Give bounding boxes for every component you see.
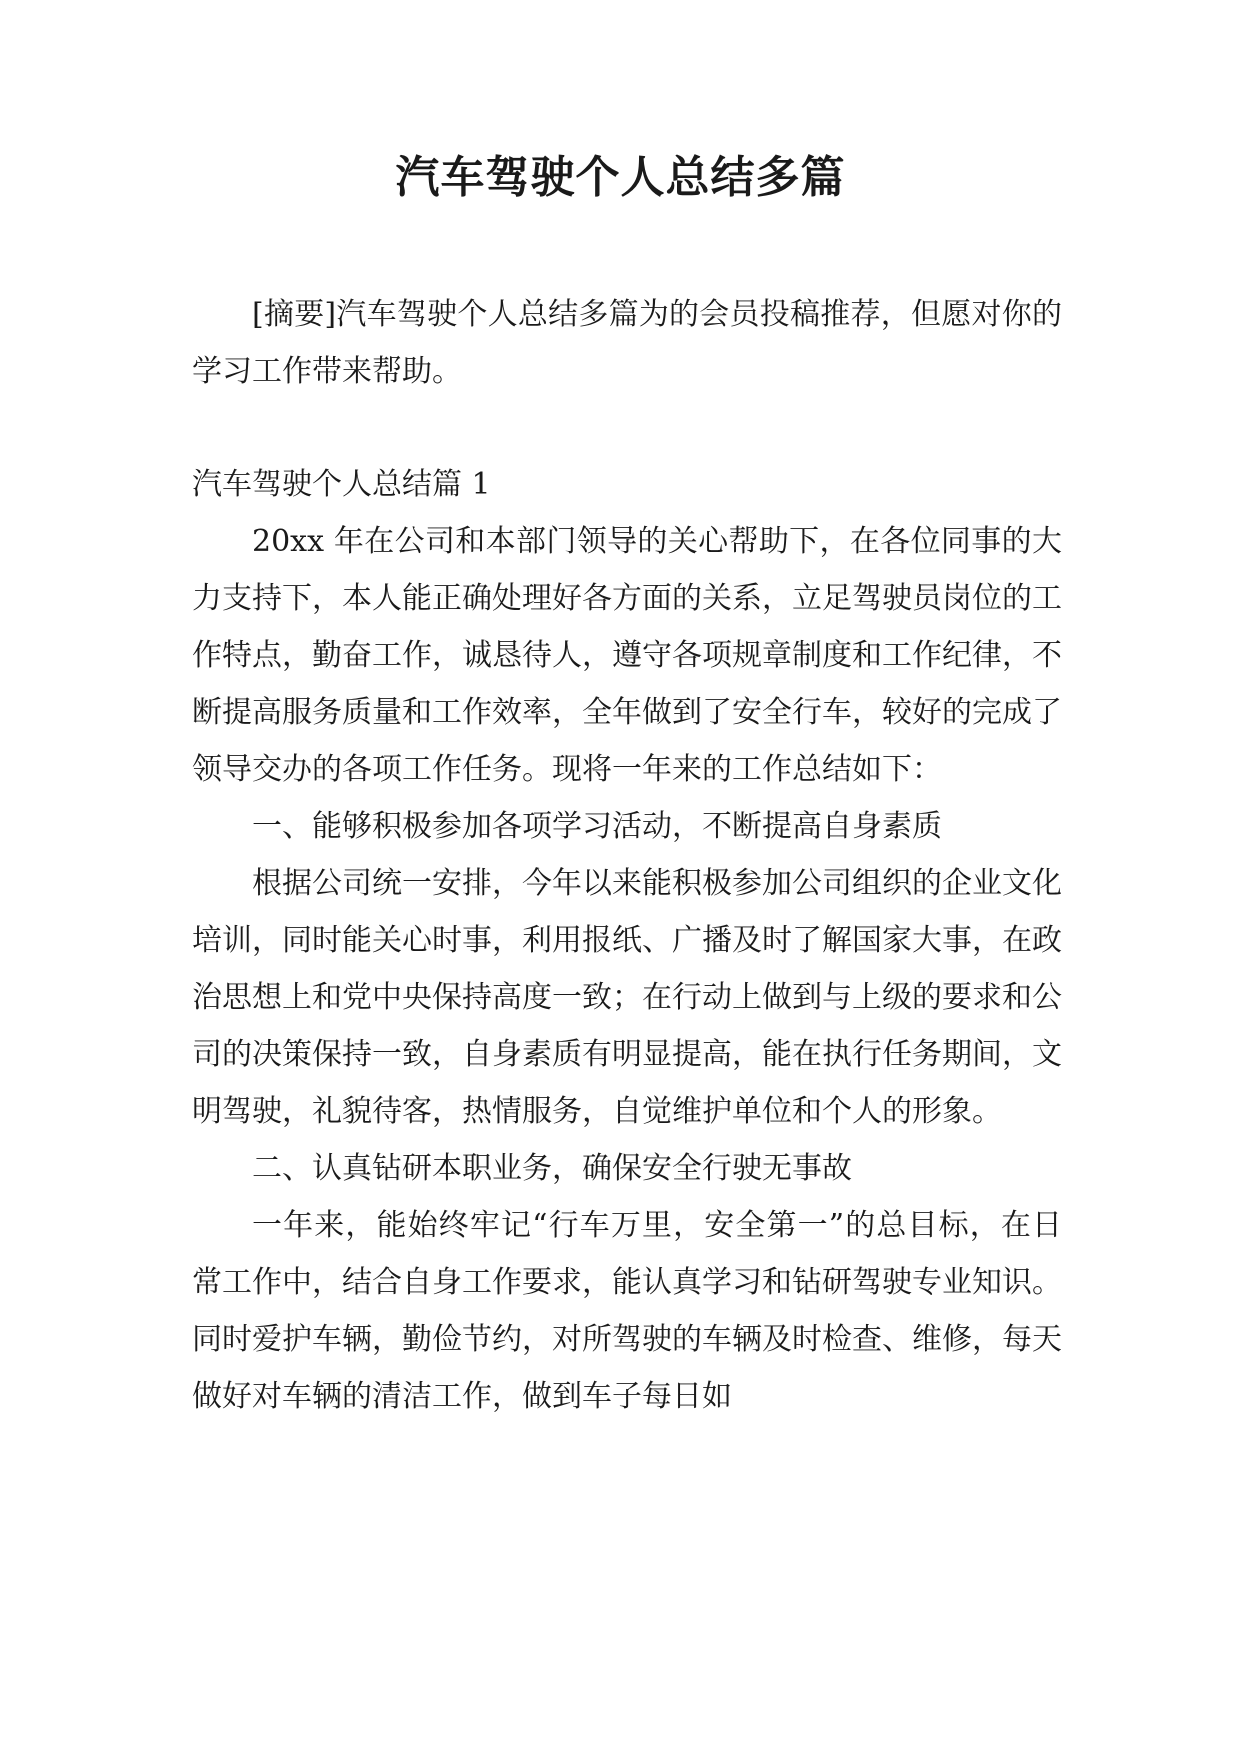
subheading-learning: 一、能够积极参加各项学习活动，不断提高自身素质	[252, 809, 942, 844]
body-paragraph-safety: 一年来，能始终牢记“行车万里，安全第一”的总目标，在日常工作中，结合自身工作要求，能认真学习和钻研驾驶专业知识。同时爱护车辆，勤俭节约，对所驾驶的车辆及时检查、维修，每天做好对车辆的清洁工作，做到车子每日如	[192, 1208, 1062, 1414]
body-paragraph-learning: 根据公司统一安排，今年以来能积极参加公司组织的企业文化培训，同时能关心时事，利用报纸、广播及时了解国家大事，在政治思想上和党中央保持高度一致；在行动上做到与上级的要求和公司的决策保持一致，自身素质有明显提高，能在执行任务期间，文明驾驶，礼貌待客，热情服务，自觉维护单位和个人的形象。	[192, 866, 1062, 1129]
document-title: 汽车驾驶个人总结多篇	[395, 152, 846, 203]
body-paragraph-intro: 20xx 年在公司和本部门领导的关心帮助下，在各位同事的大力支持下，本人能正确处理好各方面的关系，立足驾驶员岗位的工作特点，勤奋工作，诚恳待人，遵守各项规章制度和工作纪律，不断提高服务质量和工作效率，全年做到了安全行车，较好的完成了领导交办的各项工作任务。现将一年来的工作总结如下：	[192, 524, 1062, 787]
abstract-paragraph: [摘要]汽车驾驶个人总结多篇为的会员投稿推荐，但愿对你的学习工作带来帮助。	[192, 297, 1062, 389]
section-heading: 汽车驾驶个人总结篇 1	[192, 467, 491, 502]
subheading-safety: 二、认真钻研本职业务，确保安全行驶无事故	[252, 1151, 852, 1186]
document-body	[192, 286, 1062, 1425]
